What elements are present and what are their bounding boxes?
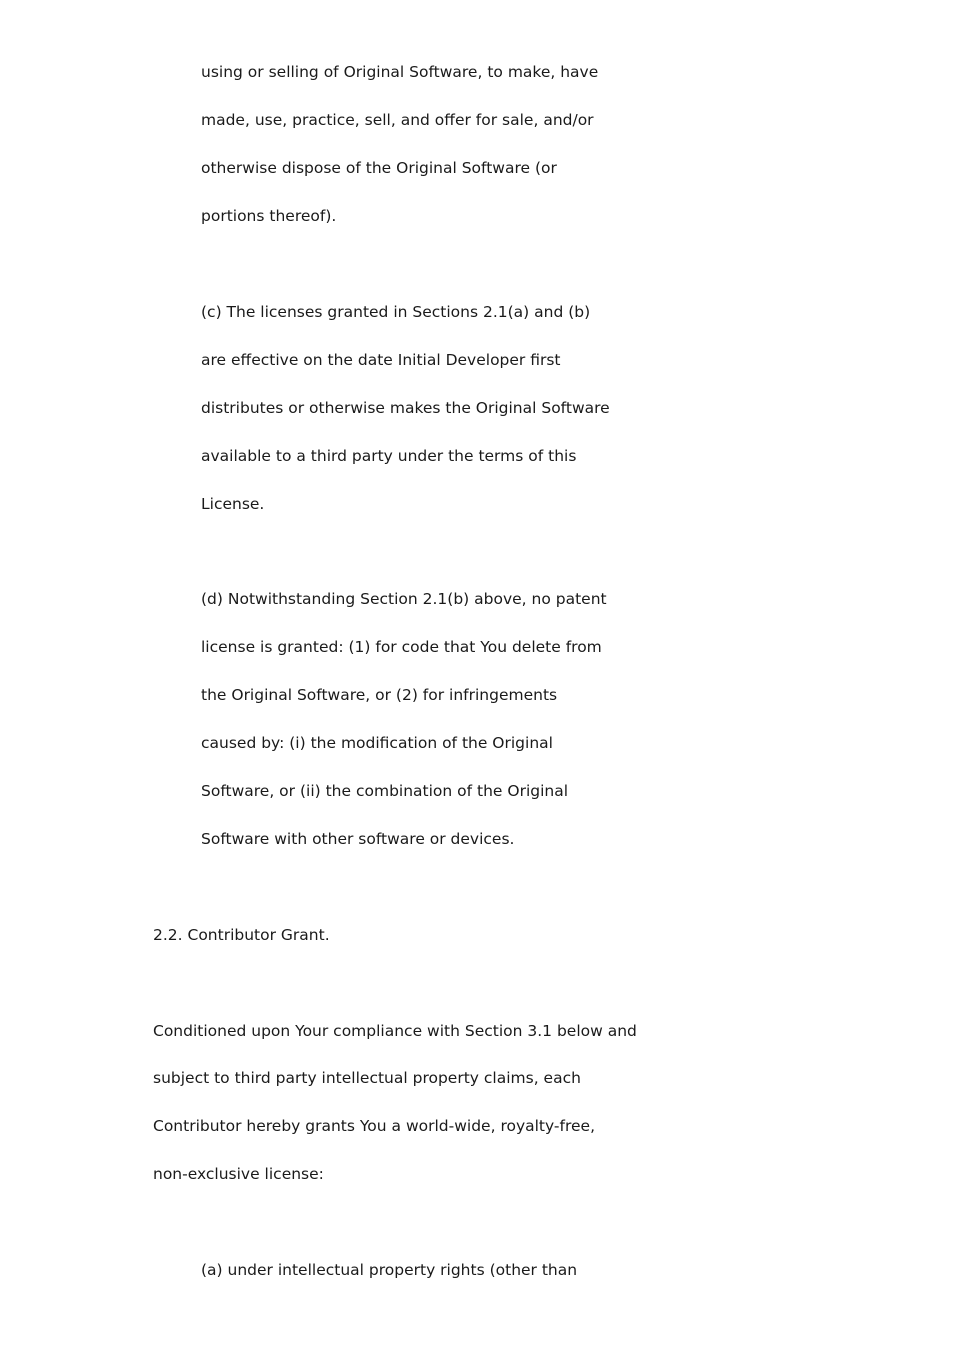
text-line: (a) under intellectual property rights (other than [201,1261,578,1279]
text-line: the Original Software, or (2) for infringements [201,686,558,704]
text-line: subject to third party intellectual property claims, each [153,1069,581,1087]
section-heading: 2.2. Contributor Grant. [153,926,330,944]
text-line: otherwise dispose of the Original Software (or [201,159,557,177]
text-line: distributes or otherwise makes the Original Software [201,399,610,417]
text-line: Contributor hereby grants You a world-wide, royalty-free, [153,1117,595,1135]
text-line: Software with other software or devices. [201,830,515,848]
text-line: license is granted: (1) for code that You delete from [201,638,602,656]
text-line: non-exclusive license: [153,1165,324,1183]
text-line: portions thereof). [201,207,337,225]
text-line: are effective on the date Initial Developer first [201,351,561,369]
text-line: caused by: (i) the modification of the Original [201,734,553,752]
text-line: using or selling of Original Software, to make, have [201,63,599,81]
text-line: available to a third party under the terms of this [201,447,577,465]
text-line: (d) Notwithstanding Section 2.1(b) above, no patent [201,590,607,608]
text-line: License. [201,495,265,513]
text-line: Conditioned upon Your compliance with Section 3.1 below and [153,1022,637,1040]
text-line: Software, or (ii) the combination of the Original [201,782,569,800]
text-line: (c) The licenses granted in Sections 2.1(a) and (b) [201,303,591,321]
text-line: made, use, practice, sell, and offer for sale, and/or [201,111,594,129]
